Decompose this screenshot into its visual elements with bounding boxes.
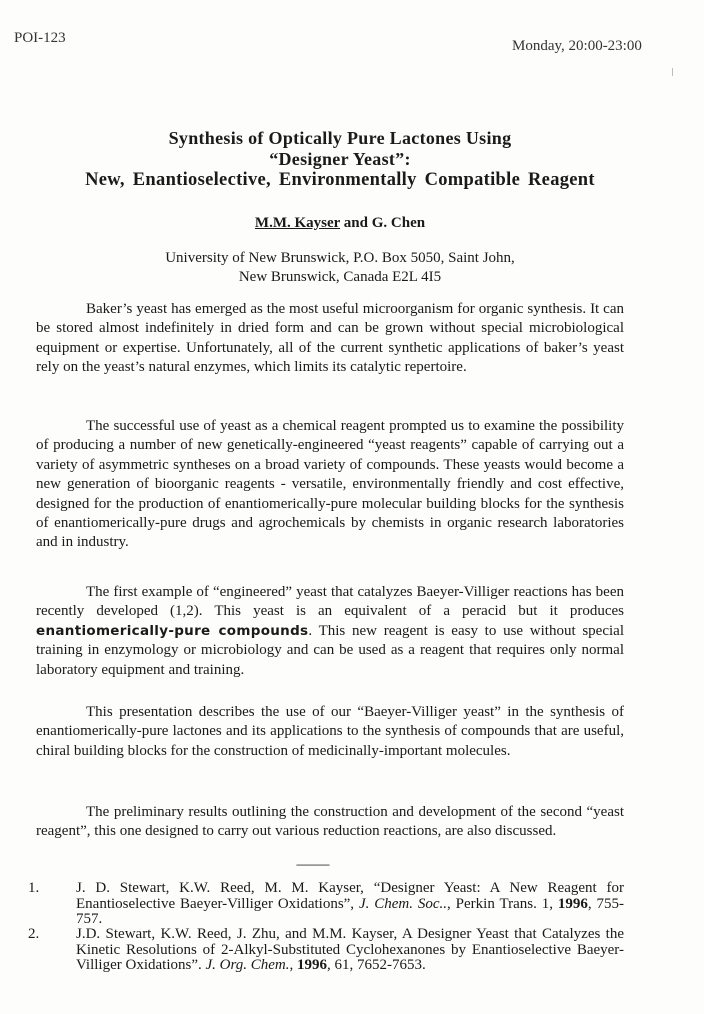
paragraph-4-text: This presentation describes the use of our “Baeyer-Villiger yeast” in the synthesis of enantiomerically-pure lactones and its applications to the synthesis of compounds that are useful, chiral building blocks for the construction of medicinally-important molecules. — [36, 704, 624, 759]
section-separator: ----------- — [296, 857, 329, 871]
reference-series: , — [289, 957, 298, 973]
scan-speck — [672, 68, 673, 76]
reference-authors: J.D. Stewart, K.W. Reed, J. Zhu, and M.M. Kayser, A Designer Yeast that Catalyzes the Kinetic Resolutions of 2-Alkyl-Substituted Cyclohexanones by Enantioselective Baeyer-Villiger Oxidations”. — [76, 926, 624, 973]
session-time: Monday, 20:00-23:00 — [512, 38, 642, 54]
reference-pages: , 755-757. — [76, 895, 624, 927]
co-authors: and G. Chen — [340, 215, 426, 231]
affiliation-line-2: New Brunswick, Canada E2L 4I5 — [238, 269, 442, 285]
paragraph-5 — [36, 803, 624, 842]
paragraph-4 — [36, 703, 624, 761]
paragraph-1 — [36, 300, 624, 378]
reference-item — [28, 927, 624, 974]
reference-authors: J. D. Stewart, K.W. Reed, M. M. Kayser, “Designer Yeast: A New Reagent for Enantioselective Baeyer-Villiger Oxidations”, — [76, 880, 624, 912]
title-line-3: New, Enantioselective, Environmentally Compatible Reagent — [85, 170, 595, 190]
paragraph-2-text: The successful use of yeast as a chemical reagent prompted us to examine the possibility of producing a number of new genetically-engineered “yeast reagents” capable of carrying out a variety of asymmetric syntheses on a broad variety of compounds. These yeasts would become a new generation of bioorganic reagents - versatile, environmentally friendly and cost effective, designed for the production of enantiomerically-pure molecular building blocks for the synthesis of enantiomerically-pure drugs and agrochemicals by chemists in organic research laboratories and in industry. — [36, 418, 624, 551]
paragraph-5-text: The preliminary results outlining the construction and development of the second “yeast reagent”, this one designed to carry out various reduction reactions, are also discussed. — [36, 804, 624, 840]
reference-text — [76, 927, 624, 974]
paragraph-3 — [36, 583, 624, 680]
paragraph-3-text-a: The first example of “engineered” yeast that catalyzes Baeyer-Villiger reactions has been recently developed (1,2). This yeast is an equivalent of a peracid but it produces — [36, 584, 624, 620]
title-line-1: Synthesis of Optically Pure Lactones Using — [168, 128, 512, 148]
presenting-author: M.M. Kayser — [254, 215, 341, 231]
reference-year: 1996 — [557, 895, 588, 912]
paragraph-1-text: Baker’s yeast has emerged as the most useful microorganism for organic synthesis. It can be stored almost indefinitely in dried form and can be grown without special microbiological equipment or expertise. Unfortunately, all of the current synthetic applications of baker’s yeast rely on the yeast’s natural enzymes, which limits its catalytic repertoire. — [36, 301, 624, 376]
reference-journal: J. Chem. Soc.. — [358, 895, 448, 912]
reference-text — [76, 881, 624, 928]
reference-series: , Perkin Trans. 1, — [447, 895, 558, 912]
reference-number: 2. — [28, 926, 40, 942]
reference-number: 1. — [28, 880, 40, 896]
authors — [0, 215, 680, 232]
title-line-2: “Designer Yeast”: — [269, 149, 411, 169]
reference-pages: , 61, 7652-7653. — [327, 957, 426, 973]
reference-journal: J. Org. Chem. — [205, 957, 290, 973]
paragraph-3-text-b: . This new reagent is easy to use without special training in enzymology or microbiology and can be used as a reagent that requires only normal laboratory equipment and training. — [36, 622, 624, 678]
poster-code: POI-123 — [14, 30, 66, 46]
paragraph-3-emphasis: enantiomerically-pure compounds — [36, 622, 309, 639]
affiliation-line-1: University of New Brunswick, P.O. Box 5050, Saint John, — [165, 250, 515, 266]
reference-item — [28, 881, 624, 928]
paragraph-2 — [36, 417, 624, 553]
reference-year: 1996 — [297, 957, 328, 973]
